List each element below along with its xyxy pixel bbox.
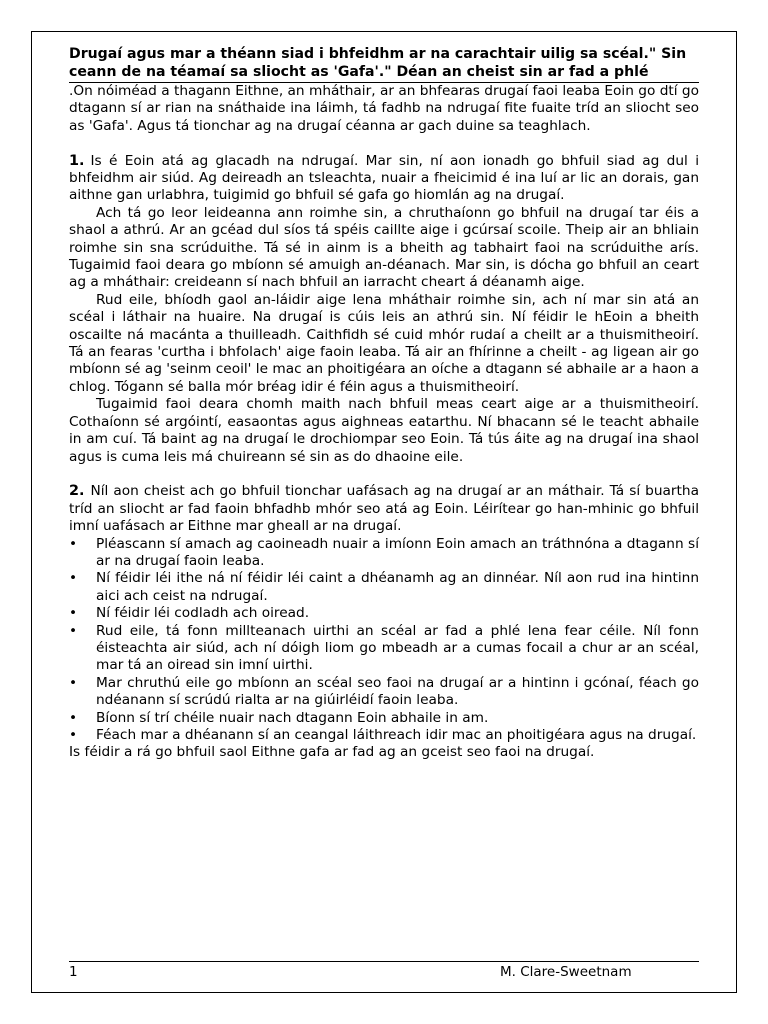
intro-paragraph: .On nóiméad a thagann Eithne, an mháthair, ar an bhfearas drugaí faoi leaba Eoin go dtí go dtagann sí ar rian na snáthaide ina láimh, tá fadhb na ndrugaí fite fuaite tríd an sliocht seo as 'Gafa'. Agus tá tionchar ag na drugaí céanna ar gach duine sa teaghlach.	[69, 83, 699, 134]
bullet-icon: •	[69, 605, 78, 622]
section-1-paragraph: Rud eile, bhíodh gaol an-láidir aige lena mháthair roimhe sin, ach ní mar sin atá an scéal i láthair na huaire. Na drugaí is cúis leis an athrú sin. Ní féidir le hEoin a bheith oscailte ná macánta a thuilleadh. Caithfidh sé cuid mhór rudaí a cheilt ar a thuismitheoirí. Tá an fearas 'curtha i bhfolach' aige faoin leaba. Tá air an fhírinne a cheilt - ag ligean air go mbíonn sé ag 'seinm ceoil' le mac an phoitigéara an oíche a dtagann sé abhaile ar a haon a chlog. Tógann sé balla mór bréag idir é féin agus a thuismitheoirí.	[69, 291, 699, 395]
bullet-text: Ní féidir léi codladh ach oiread.	[96, 605, 310, 622]
list-item	[69, 710, 699, 727]
document-body	[69, 46, 699, 762]
section-2-opening	[69, 483, 699, 535]
section-1-opening	[69, 153, 699, 205]
list-item	[69, 570, 699, 605]
bullet-icon: •	[69, 570, 78, 587]
bullet-text: Bíonn sí trí chéile nuair nach dtagann Eoin abhaile in am.	[96, 709, 489, 726]
section-2-closing: Is féidir a rá go bhfuil saol Eithne gafa ar fad ag an gceist seo faoi na drugaí.	[69, 744, 595, 761]
essay-title: Drugaí agus mar a théann siad i bhfeidhm ar na carachtair uilig sa scéal." Sin ceann de na téamaí sa sliocht as 'Gafa'." Déan an cheist sin ar fad a phlé	[69, 46, 699, 83]
bullet-icon: •	[69, 674, 78, 691]
section-2-opening-text: Níl aon cheist ach go bhfuil tionchar uafásach ag na drugaí ar an máthair. Tá sí buartha tríd an sliocht ar fad faoin bhfadhb mhór seo atá ag Eoin. Léirítear go han-mhinic go bhfuil imní uafásach ar Eithne mar gheall ar na drugaí.	[69, 483, 699, 535]
bullet-icon: •	[69, 709, 78, 726]
bullet-icon: •	[69, 535, 78, 552]
bullet-icon: •	[69, 622, 78, 639]
section-2-bullet-list	[69, 536, 699, 745]
section-2-number: 2.	[69, 483, 85, 500]
bullet-icon: •	[69, 727, 78, 743]
section-1-paragraph: Ach tá go leor leideanna ann roimhe sin, a chruthaíonn go bhfuil na drugaí tar éis a shaol a athrú. Ar an gcéad dul síos tá spéis caillte aige i gcúrsaí scoile. Theip air an bhliain roimhe sin sna scrúduithe. Tá sé in ainm is a bheith ag tabhairt faoi na scrúduithe arís. Tugaimid faoi deara go mbíonn sé amuigh an-déanach. Mar sin, is dócha go bhfuil an ceart ag a mháthair: creideann sí nach bhfuil an iarracht cheart á déanamh aige.	[69, 204, 699, 291]
section-1-opening-text: Is é Eoin atá ag glacadh na ndrugaí. Mar sin, ní aon ionadh go bhfuil siad ag dul i bhfeidhm air siúd. Ag deireadh an tsleachta, nuair a fheicimid é ina luí ar lic an dorais, gan aithne gan urlabhra, tuigimid go bhfuil sé gafa go hiomlán ag na drugaí.	[69, 152, 699, 204]
bullet-text: Ní féidir léi ithe ná ní féidir léi caint a dhéanamh ag an dinnéar. Níl aon rud ina hintinn aici ach ceist na ndrugaí.	[96, 570, 699, 604]
bullet-text: Rud eile, tá fonn millteanach uirthi an scéal ar fad a phlé lena fear céile. Níl fonn éisteachta air siúd, ach ní dóigh liom go mbeadh ar a cumas focail a chur ar an scéal, mar tá an oiread sin imní uirthi.	[96, 622, 699, 674]
section-spacer	[69, 135, 699, 152]
bullet-text: Mar chruthú eile go mbíonn an scéal seo faoi na drugaí ar a hintinn i gcónaí, féach go ndéanann sí scrúdú rialta ar na giúirléidí faoin leaba.	[96, 674, 699, 709]
footer-author: M. Clare-Sweetnam	[500, 964, 632, 980]
list-item	[69, 675, 699, 710]
list-item	[69, 605, 699, 622]
list-item	[69, 727, 699, 744]
page-footer	[69, 961, 699, 980]
list-item	[69, 623, 699, 675]
section-spacer	[69, 466, 699, 483]
bullet-text: Féach mar a dhéanann sí an ceangal láithreach idir mac an phoitigéara agus na drugaí.	[96, 727, 697, 743]
list-item	[69, 536, 699, 571]
section-1-number: 1.	[69, 152, 85, 169]
section-1-paragraph: Tugaimid faoi deara chomh maith nach bhfuil meas ceart aige ar a thuismitheoirí. Cothaíonn sé argóintí, easaontas agus aighneas eatarthu. Ní bhacann sé le teacht abhaile in am cuí. Tá baint ag na drugaí le drochiompar seo Eoin. Tá tús áite ag na drugaí ina shaol agus is cuma leis má chuireann sé sin as do dhaoine eile.	[69, 396, 699, 465]
bullet-text: Pléascann sí amach ag caoineadh nuair a imíonn Eoin amach an tráthnóna a dtagann sí ar na drugaí faoin leaba.	[96, 535, 699, 569]
page-number: 1	[69, 964, 78, 980]
